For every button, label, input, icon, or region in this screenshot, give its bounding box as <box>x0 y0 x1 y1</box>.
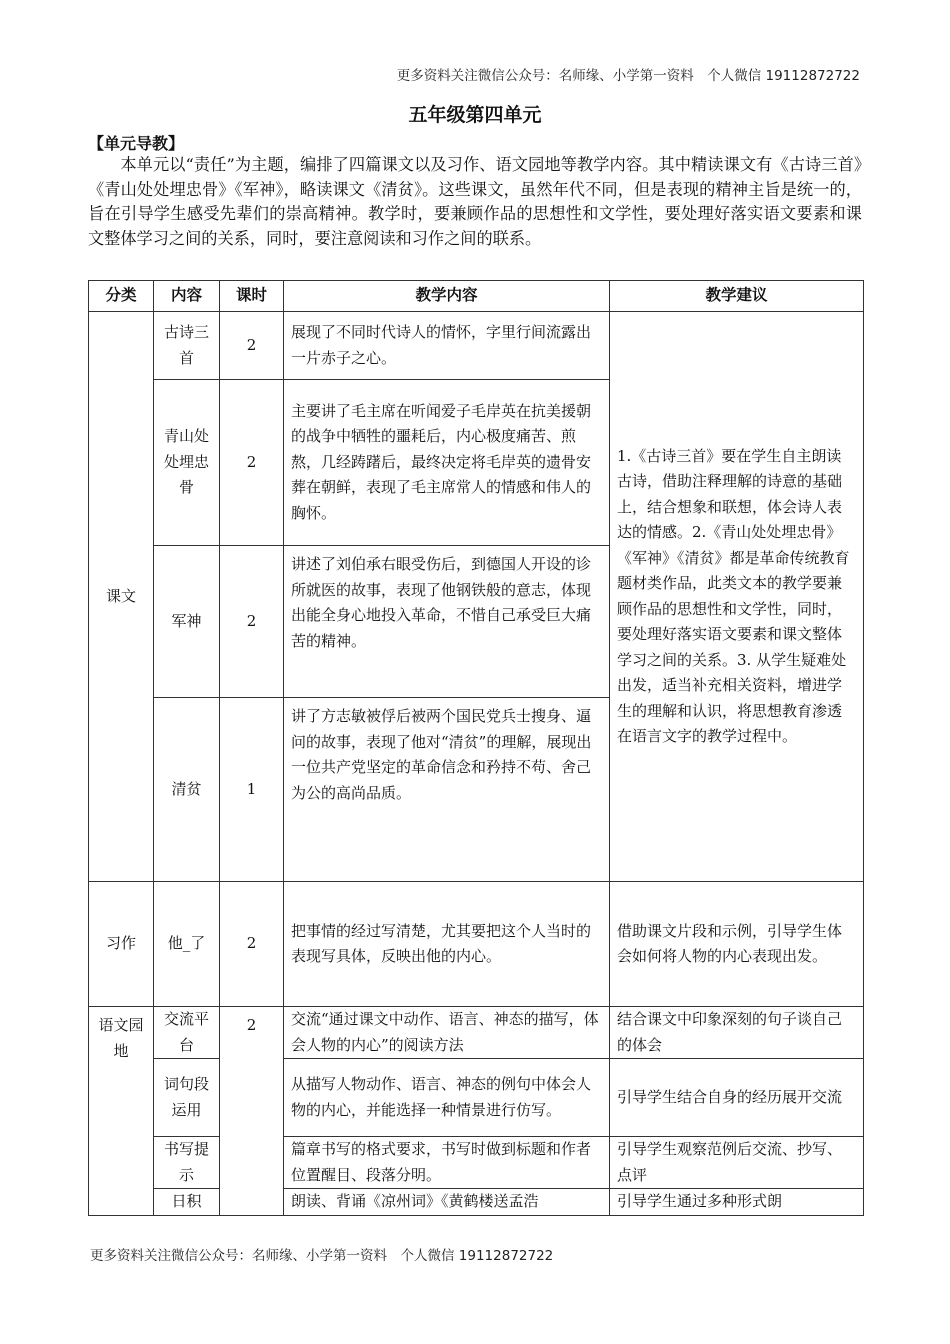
intro-paragraph <box>88 153 862 251</box>
hours-cell: 2 <box>220 546 284 698</box>
category-yuwen: 语文园地 <box>89 1007 154 1216</box>
hours-cell: 1 <box>220 698 284 882</box>
teaching-cell: 把事情的经过写清楚，尤其要把这个人当时的表现写具体，反映出他的内心。 <box>284 882 610 1007</box>
teaching-cell: 展现了不同时代诗人的情怀，字里行间流露出一片赤子之心。 <box>284 312 610 380</box>
section-heading: 【单元导教】 <box>88 134 185 153</box>
suggestion-cell: 结合课文中印象深刻的句子谈自己的体会 <box>610 1007 864 1059</box>
table-row <box>89 1137 864 1189</box>
teaching-cell: 主要讲了毛主席在听闻爱子毛岸英在抗美援朝的战争中牺牲的噩耗后，内心极度痛苦、煎熬，几经踌躇后，最终决定将毛岸英的遗骨安葬在朝鲜，表现了毛主席常人的情感和伟人的胸怀。 <box>284 380 610 546</box>
teaching-cell: 从描写人物动作、语言、神态的例句中体会人物的内心，并能选择一种情景进行仿写。 <box>284 1059 610 1137</box>
suggestion-cell: 借助课文片段和示例，引导学生体会如何将人物的内心表现出发。 <box>610 882 864 1007</box>
content-cell: 古诗三首 <box>154 312 220 380</box>
content-cell: 交流平台 <box>154 1007 220 1059</box>
content-cell: 书写提示 <box>154 1137 220 1189</box>
header-teaching: 教学内容 <box>284 281 610 312</box>
content-cell: 青山处处埋忠骨 <box>154 380 220 546</box>
intro-text: 本单元以“责任”为主题，编排了四篇课文以及习作、语文园地等教学内容。其中精读课文有《古诗三首》《青山处处埋忠骨》《军神》，略读课文《清贫》。这些课文，虽然年代不同，但是表现的精神主旨是统一的，旨在引导学生感受先辈们的崇高精神。教学时，要兼顾作品的思想性和文学性，要处理好落实语文要素和课文整体学习之间的关系，同时，要注意阅读和习作之间的联系。 <box>88 155 862 248</box>
content-cell: 词句段运用 <box>154 1059 220 1137</box>
table-row <box>89 1189 864 1216</box>
category-xizuo: 习作 <box>89 882 154 1007</box>
table-header-row <box>89 281 864 312</box>
header-content: 内容 <box>154 281 220 312</box>
suggestion-cell: 引导学生观察范例后交流、抄写、点评 <box>610 1137 864 1189</box>
teaching-cell: 朗读、背诵《凉州词》《黄鹤楼送孟浩 <box>284 1189 610 1216</box>
category-kewen: 课文 <box>89 312 154 882</box>
table-row <box>89 312 864 380</box>
header-category: 分类 <box>89 281 154 312</box>
hours-cell: 2 <box>220 1007 284 1216</box>
table-row <box>89 1007 864 1059</box>
suggestion-cell: 引导学生结合自身的经历展开交流 <box>610 1059 864 1137</box>
header-suggestion: 教学建议 <box>610 281 864 312</box>
header-note: 更多资料关注微信公众号：名师缘、小学第一资料 个人微信 19112872722 <box>396 68 860 84</box>
table-row <box>89 882 864 1007</box>
content-cell: 清贫 <box>154 698 220 882</box>
page-title: 五年级第四单元 <box>408 104 542 126</box>
teaching-cell: 讲述了刘伯承右眼受伤后，到德国人开设的诊所就医的故事，表现了他钢铁般的意志，体现出能全身心地投入革命，不惜自己承受巨大痛苦的精神。 <box>284 546 610 698</box>
teaching-cell: 讲了方志敏被俘后被两个国民党兵士搜身、逼问的故事，表现了他对“清贫”的理解，展现出一位共产党坚定的革命信念和矜持不苟、舍己为公的高尚品质。 <box>284 698 610 882</box>
content-cell: 军神 <box>154 546 220 698</box>
content-cell: 日积 <box>154 1189 220 1216</box>
teaching-cell: 篇章书写的格式要求，书写时做到标题和作者位置醒目、段落分明。 <box>284 1137 610 1189</box>
teaching-plan-table <box>88 280 864 1216</box>
hours-cell: 2 <box>220 380 284 546</box>
footer-note: 更多资料关注微信公众号：名师缘、小学第一资料 个人微信 19112872722 <box>90 1248 554 1264</box>
content-cell: 他_了 <box>154 882 220 1007</box>
suggestion-kewen: 1.《古诗三首》要在学生自主朗读古诗，借助注释理解的诗意的基础上，结合想象和联想，体会诗人表达的情感。2.《青山处处埋忠骨》《军神》《清贫》都是革命传统教育题材类作品，此类文本的教学要兼顾作品的思想性和文学性，同时，要处理好落实语文要素和课文整体学习之间的关系。3. 从学生疑难处出发，适当补充相关资料，增进学生的理解和认识，将思想教育渗透在语言文字的教学过程中。 <box>610 312 864 882</box>
header-hours: 课时 <box>220 281 284 312</box>
table-row <box>89 1059 864 1137</box>
teaching-cell: 交流“通过课文中动作、语言、神态的描写，体会人物的内心”的阅读方法 <box>284 1007 610 1059</box>
suggestion-cell: 引导学生通过多种形式朗 <box>610 1189 864 1216</box>
hours-cell: 2 <box>220 882 284 1007</box>
hours-cell: 2 <box>220 312 284 380</box>
